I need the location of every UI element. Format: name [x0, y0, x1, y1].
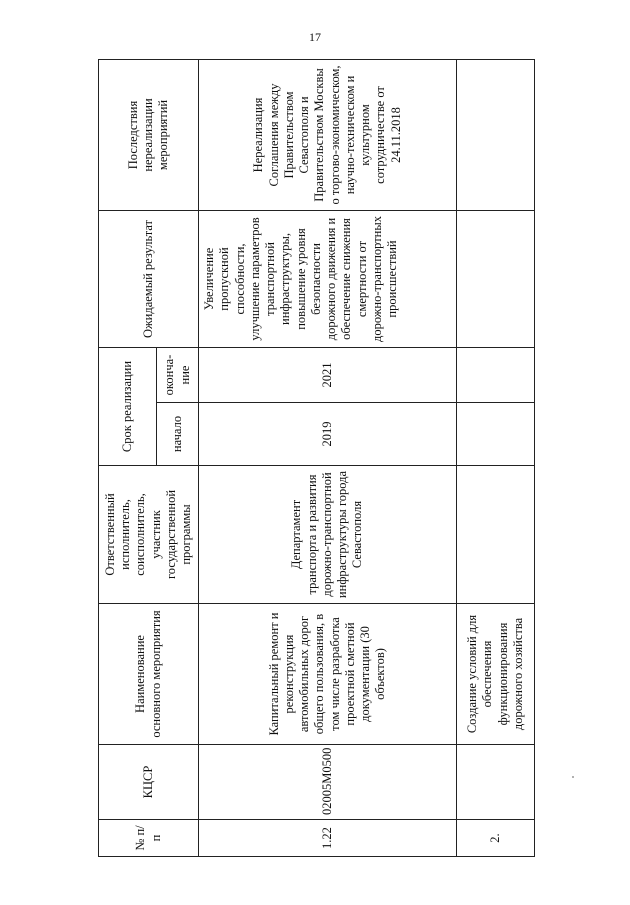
header-kcsr: КЦСР — [99, 745, 199, 820]
header-period: Срок реализации — [99, 347, 157, 465]
program-activities-table — [98, 59, 535, 857]
row-end: 2021 — [199, 347, 457, 402]
table-row — [457, 59, 535, 856]
header-result: Ожидаемый результат — [99, 210, 199, 347]
header-end: оконча-ние — [157, 347, 199, 402]
table-row — [199, 59, 457, 856]
header-row — [99, 59, 157, 856]
row-result: Увеличение пропускной способности, улучшение параметров транспортной инфраструктуры, повышение уровня безопасности дорожного движения и обеспечение снижения смертности от дорожно-транспортных происшествий — [199, 210, 457, 347]
row-consequences — [457, 59, 535, 210]
row-responsible — [457, 466, 535, 604]
header-name: Наименование основного мероприятия — [99, 604, 199, 745]
row-kcsr — [457, 745, 535, 820]
row-start — [457, 403, 535, 466]
page-number: 17 — [309, 30, 321, 44]
scan-speck — [572, 776, 574, 778]
row-consequences: Нереализация Соглашения между Правительством Севастополя и Правительством Москвы о торгово-экономическом, научно-техническом и культурном сотрудничестве от 24.11.2018 — [199, 59, 457, 210]
row-start: 2019 — [199, 403, 457, 466]
row-name: Капитальный ремонт и реконструкция автомобильных дорог общего пользования, в том числе разработка проектной сметной документации (30 объектов) — [199, 604, 457, 745]
row-num: 1.22 — [199, 820, 457, 857]
row-num: 2. — [457, 820, 535, 857]
row-end — [457, 347, 535, 402]
header-start: начало — [157, 403, 199, 466]
row-name: Создание условий для обеспечения функционирования дорожного хозяйства — [457, 604, 535, 745]
header-num: № п/п — [99, 820, 199, 857]
header-consequences: Последствия нереализации мероприятий — [99, 59, 199, 210]
row-responsible: Департамент транспорта и развития дорожно-транспортной инфраструктуры города Севастополя — [199, 466, 457, 604]
row-kcsr: 02005М0500 — [199, 745, 457, 820]
header-responsible: Ответственный исполнитель, соисполнитель, участник государственной программы — [99, 466, 199, 604]
row-result — [457, 210, 535, 347]
rotated-table-wrapper — [98, 60, 534, 857]
